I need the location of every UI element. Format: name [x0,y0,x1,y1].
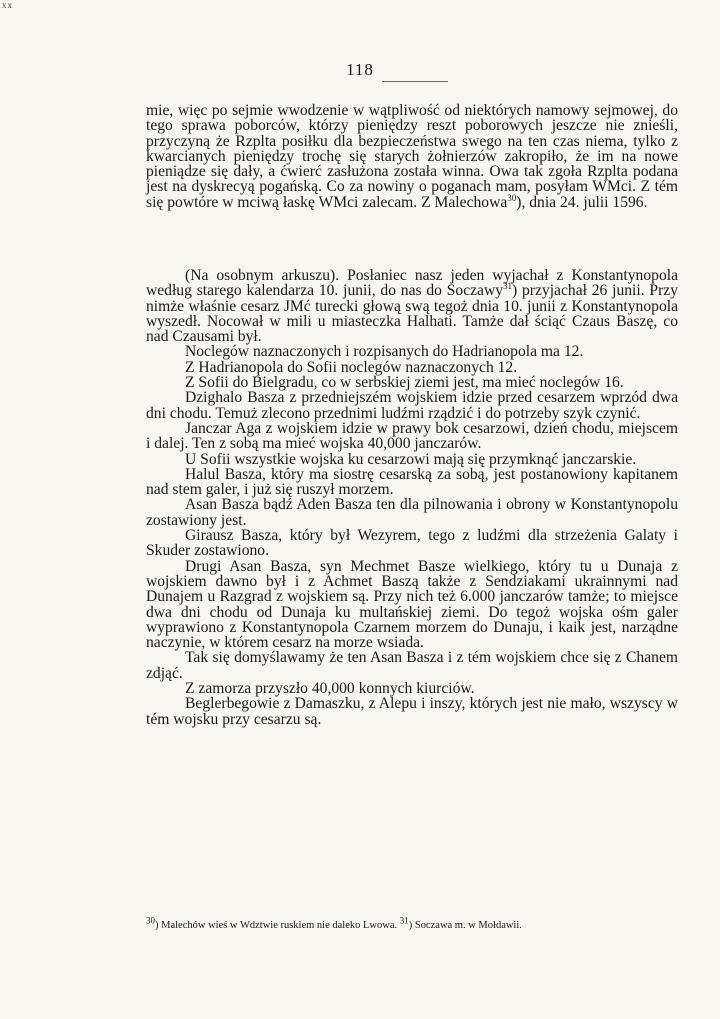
footnote-ref: 31 [503,281,513,292]
paragraph-lodgings: Noclegów naznaczonych i rozpisanych do Hadrianopola ma 12. [185,343,584,361]
footnote-ref: 30 [507,192,517,203]
page-number-rule [382,81,448,82]
footnote-number: 30 [146,915,155,926]
paragraph-dzighalo: Dzighalo Basza z przedniejszém wojskiem idzie przed cesarzem wprzód dwa dni chodu. Temuż zlecono przednimi ludźmi rządzić i do potrzeby szyk czynić. [146,389,678,422]
footnotes: $^{30}$) Malechów wieś w Wdztwie ruskiem nie daleko Lwowa. $^{31}$) Soczawa m. w Mołdawii. [146,915,522,931]
paragraph-hadrianopol: Z Hadrianopola do Sofii noclegów naznaczonych 12. [185,358,518,376]
footnote-number: 31 [399,915,409,926]
paragraph-janczar-aga: Janczar Aga z wojskiem idzie w prawy bok cesarzowi, dzień chodu, miejscem i dalej. Ten z sobą ma mieć wojska 40,000 janczarów. [146,419,678,453]
paragraph-beglerbegs: Beglerbegowie z Damaszku, z Alepu i inszy, których jest nie mało, wszyscy w tém wojsku przy cesarzu są. [146,695,678,728]
paragraph-girausz: Girausz Basza, który był Wezyrem, tego z ludźmi dla strzeżenia Galaty i Skuder zostawiono. [146,527,678,560]
paragraph-letter-close: mie, więc po sejmie wwodzenie w wątpliwość od niektórych namowy sejmowej, do tego sprawa poborców, którzy pieniędzy reszt poborowych jeszcze nie znieśli, przyczyną że Rzplta posiłku dla bezpieczeństwa swego na ten czas niema, tylko z kwarcianych pieniędzy trochę się starych żołnierzów zakropiło, że im na nowe pieniądze się dały, a ćwierć zasłużona została winna. Owa tak zgoła Rzplta podana jest na dyskrecyą pogańską. Co za nowiny o poganach mam, posyłam WMci. Z tém się powtóre w mciwą łaskę WMci zalecam. Z Malechowa$^{30}$), dnia 24. julii 1596. [146,102,678,211]
paragraph-second-asan: Drugi Asan Basza, syn Mechmet Basze wielkiego, który tu u Dunaja z wojskiem dawno był i z Achmet Baszą także z Sendziakami ukrainnymi nad Dunajem u Razgrad z wojskiem są. Przy nich też 6.000 janczarów tamże; to miejsce dwa dni chodu od Dunaja ku multańskiej ziemi. Do tegoż wojska ośm galer wyprawiono z Konstantynopola Czarnem morzem do Dunaju, i kaik jest, narządne naczynie, w którem cesarz na morze wsiada. [146,557,678,652]
letter-ending [146,103,678,210]
paragraph-asan: Asan Basza bądź Aden Basza ten dla pilnowania i obrony w Konstantynopolu zostawiony jest. [146,496,678,529]
attached-sheet [146,268,678,727]
paragraph-chan: Tak się domyślawamy że ten Asan Basza i z tém wojskiem chce się z Chanem zdjąć. [146,649,678,682]
paragraph-courier: (Na osobnym arkuszu). Posłaniec nasz jeden wyjachał z Konstantynopola według starego kalendarza 10. junii, do nas do Soczawy$^{31}$) przyjachał 26 junii. Przy nimże właśnie cesarz JMć turecki głową swą tegoż dnia 10. junii z Konstantynopola wyszedł. Nocował w mili u miasteczka Halhati. Tamże dał ściąć Czaus Baszę, co nad Czausami był. [146,267,678,346]
paragraph-halul: Halul Basza, który ma siostrę cesarską za sobą, jest postanowiony kapitanem nad stem galer, i już się ruszył morzem. [146,465,678,499]
page-number: 118 [346,60,374,79]
paragraph-janissaries: U Sofii wszystkie wojska ku cesarzowi mają się przymknąć janczarskie. [185,450,637,468]
paragraph-kiurci: Z zamorza przyszło 40,000 konnych kiurciów. [185,680,475,698]
paragraph-sofia: Z Sofii do Bielgradu, co w serbskiej ziemi jest, ma mieć noclegów 16. [185,374,624,392]
corner-mark: xx [2,0,13,10]
